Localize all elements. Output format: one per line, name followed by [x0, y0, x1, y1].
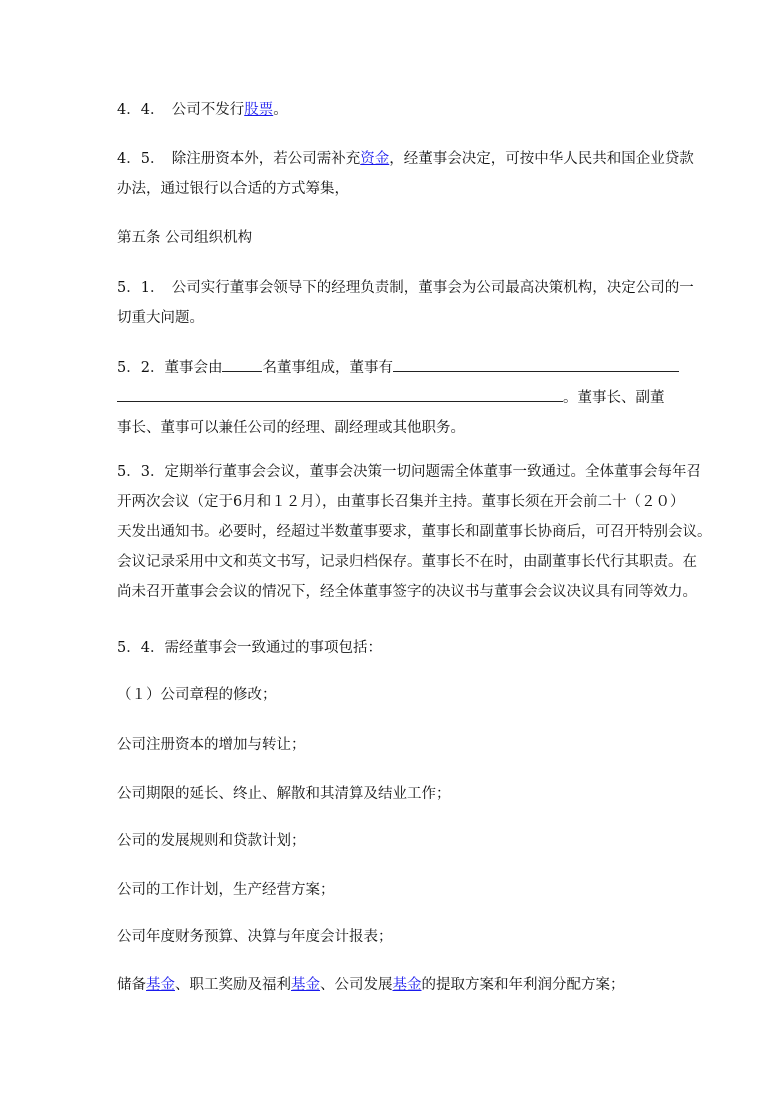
- article-5-heading: 第五条 公司组织机构: [117, 230, 253, 246]
- link-fund-welfare[interactable]: 基金: [291, 977, 320, 993]
- clause-4-5-line1: [117, 144, 694, 174]
- clause-4-5-text-b: ，经董事会决定，可按中华人民共和国企业贷款: [389, 151, 694, 167]
- blank-director-names-1: [393, 357, 679, 372]
- list-item: （１）公司章程的修改；: [117, 687, 277, 703]
- clause-4-5-text-a: 4．5． 除注册资本外，若公司需补充: [117, 151, 361, 167]
- list-item: 公司的发展规则和贷款计划；: [117, 833, 306, 849]
- clause-5-3-line3: 天发出通知书。必要时，经超过半数董事要求，董事长和副董事长协商后，可召开特别会议。: [117, 524, 712, 540]
- list-item-text: 、职工奖励及福利: [175, 977, 291, 993]
- clause-4-5: [117, 144, 694, 204]
- clause-4-4-text: 4．4． 公司不发行: [117, 102, 245, 118]
- clause-5-1-line1: 5．1． 公司实行董事会领导下的经理负责制，董事会为公司最高决策机构，决定公司的一: [117, 280, 694, 296]
- clause-4-4-end: 。: [273, 102, 288, 118]
- clause-5-3-line2: 开两次会议（定于6月和１２月），由董事长召集并主持。董事长须在开会前二十（２０）: [117, 494, 685, 510]
- list-item: 公司期限的延长、终止、解散和其清算及结业工作；: [117, 786, 451, 802]
- clause-5-3: [117, 457, 712, 607]
- blank-director-count: [222, 357, 262, 372]
- clause-5-1-line2: 切重大问题。: [117, 310, 204, 326]
- clause-5-3-line5: 尚未召开董事会会议的情况下，经全体董事签字的决议书与董事会会议决议具有同等效力。: [117, 584, 697, 600]
- link-funds[interactable]: 资金: [360, 151, 390, 167]
- clause-5-2-text-b: 名董事组成，董事有: [262, 360, 393, 376]
- link-fund-development[interactable]: 基金: [392, 977, 422, 993]
- link-fund-reserve[interactable]: 基金: [146, 977, 175, 993]
- link-stock[interactable]: 股票: [244, 102, 274, 118]
- clause-5-3-line1: 5．3．定期举行董事会会议，董事会决策一切问题需全体董事一致通过。全体董事会每年召: [117, 464, 701, 480]
- clause-5-3-line4: 会议记录采用中文和英文书写，记录归档保存。董事长不在时，由副董事长代行其职责。在: [117, 554, 697, 570]
- list-item-text: 储备: [117, 977, 146, 993]
- clause-5-2-text-a: 5．2．董事会由: [117, 360, 223, 376]
- list-item-text: 、公司发展: [320, 977, 393, 993]
- list-item-funds: [117, 970, 660, 1000]
- clause-5-1: [117, 273, 694, 333]
- clause-4-5-line2: 办法，通过银行以合适的方式筹集，: [117, 181, 349, 197]
- list-item: 公司的工作计划，生产经营方案；: [117, 882, 335, 898]
- list-item-text: 的提取方案和年利润分配方案；: [421, 977, 625, 993]
- blank-director-names-2: [117, 387, 563, 402]
- clause-5-2-line2: [117, 383, 665, 413]
- list-item: 公司注册资本的增加与转让；: [117, 737, 306, 753]
- clause-5-2-text-c: 。董事长、副董: [563, 390, 665, 406]
- clause-4-4: [117, 95, 660, 125]
- clause-5-2-line1: [117, 353, 660, 383]
- clause-5-2: [117, 353, 665, 443]
- list-item: 公司年度财务预算、决算与年度会计报表；: [117, 929, 393, 945]
- clause-5-2-line3: 事长、董事可以兼任公司的经理、副经理或其他职务。: [117, 420, 465, 436]
- clause-5-4-heading: 5．4．需经董事会一致通过的事项包括：: [117, 640, 382, 656]
